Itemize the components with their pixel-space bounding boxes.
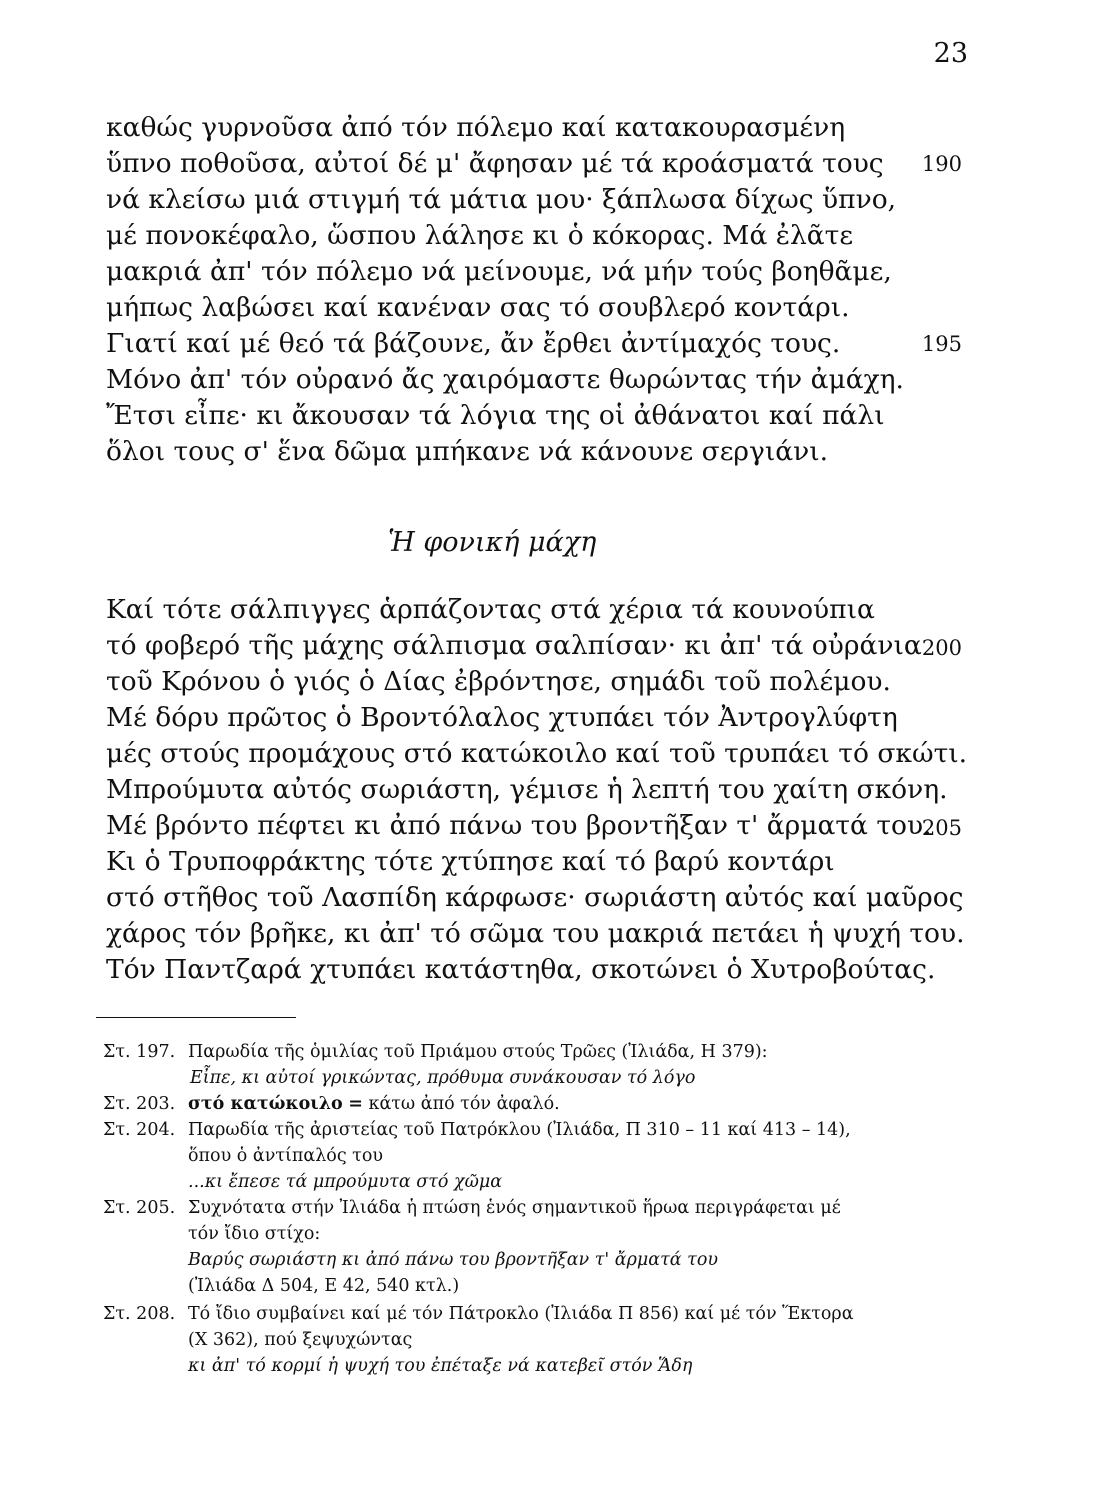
note-text-197: Παρωδία τῆς ὁμιλίας τοῦ Πριάμου στούς Τρῶες (Ἰλιάδα, Η 379): [188,1042,768,1062]
note-label-205: Στ. 205. [103,1198,176,1218]
line-number-205: 205 [921,816,962,840]
footnote-rule [96,1017,296,1018]
verse-line: μές στούς προμάχους στό κατώκοιλο καί τοῦ τρυπάει τό σκώτι. [106,738,968,769]
verse-line: νά κλείσω μιά στιγμή τά μάτια μου· ξάπλωσα δίχως ὕπνο, [106,184,897,215]
verse-line: Τόν Παντζαρά χτυπάει κατάστηθα, σκοτώνει ὁ Χυτροβούτας. [106,954,936,985]
verse-line: στό στῆθος τοῦ Λασπίδη κάρφωσε· σωριάστη αὐτός καί μαῦρος [106,882,964,913]
note-term: στό κατώκοιλο [188,1094,343,1114]
verse-line: τό φοβερό τῆς μάχης σάλπισμα σαλπίσαν· κι ἀπ' τά οὐράνια [106,630,922,661]
line-number-195: 195 [921,332,962,356]
note-text-203 [188,1092,560,1116]
page-number: 23 [933,38,968,69]
note-text-205: Συχνότατα στήν Ἰλιάδα ἡ πτώση ἑνός σημαντικοῦ ἥρωα περιγράφεται μέ [188,1198,841,1218]
verse-line: μακριά ἀπ' τόν πόλεμο νά μείνουμε, νά μήν τούς βοηθᾶμε, [106,256,892,287]
verse-line: Μέ δόρυ πρῶτος ὁ Βροντόλαλος χτυπάει τόν Ἀντρογλύφτη [106,702,898,733]
note-text-208: Τό ἴδιο συμβαίνει καί μέ τόν Πάτροκλο (Ἰλιάδα Π 856) καί μέ τόν Ἕκτορα [188,1304,854,1324]
note-label-204: Στ. 204. [103,1120,176,1140]
note-quote-204: ...κι ἔπεσε τά μπρούμυτα στό χῶμα [188,1172,503,1192]
verse-line: χάρος τόν βρῆκε, κι ἀπ' τό σῶμα του μακριά πετάει ἡ ψυχή του. [106,918,965,949]
note-quote-208: κι ἀπ' τό κορμί ἡ ψυχή του ἐπέταξε νά κατεβεῖ στόν Ἅδη [188,1356,693,1376]
note-label-208: Στ. 208. [103,1304,176,1324]
verse-line: Μόνο ἀπ' τόν οὐρανό ἄς χαιρόμαστε θωρώντας τήν ἀμάχη. [106,364,904,395]
note-label-197: Στ. 197. [103,1042,176,1062]
line-number-200: 200 [921,636,962,660]
verse-line: Ἔτσι εἶπε· κι ἄκουσαν τά λόγια της οἱ ἀθάνατοι καί πάλι [106,400,885,431]
verse-line: καθώς γυρνοῦσα ἀπό τόν πόλεμο καί κατακουρασμένη [106,112,846,143]
verse-line: ὅλοι τους σ' ἕνα δῶμα μπήκανε νά κάνουνε σεργιάνι. [106,436,829,467]
note-label-203: Στ. 203. [103,1094,176,1114]
verse-line: Κι ὁ Τρυποφράκτης τότε χτύπησε καί τό βαρύ κοντάρι [106,846,835,877]
verse-line: Γιατί καί μέ θεό τά βάζουνε, ἄν ἔρθει ἀντίμαχός τους. [106,328,841,359]
section-title: Ἡ φονική μάχη [388,527,597,558]
line-number-190: 190 [921,152,962,176]
verse-line: Μπρούμυτα αὐτός σωριάστη, γέμισε ἡ λεπτή του χαίτη σκόνη. [106,774,948,805]
note-text2-204: ὅπου ὁ ἀντίπαλός του [188,1146,384,1166]
note-text-204: Παρωδία τῆς ἀριστείας τοῦ Πατρόκλου (Ἰλιάδα, Π 310 – 11 καί 413 – 14), [188,1120,851,1140]
note-text2-208: (Χ 362), πού ξεψυχώντας [188,1330,413,1350]
note-definition: κάτω ἀπό τόν ἀφαλό. [368,1094,560,1114]
verse-line: μέ πονοκέφαλο, ὥσπου λάλησε κι ὁ κόκορας. Μά ἐλᾶτε [106,220,854,251]
verse-line: μήπως λαβώσει καί κανέναν σας τό σουβλερό κοντάρι. [106,292,850,323]
verse-line: τοῦ Κρόνου ὁ γιός ὁ Δίας ἐβρόντησε, σημάδι τοῦ πολέμου. [106,666,891,697]
note-quote-205: Βαρύς σωριάστη κι ἀπό πάνω του βροντῆξαν τ' ἄρματά του [188,1250,719,1270]
verse-line: Καί τότε σάλπιγγες ἁρπάζοντας στά χέρια τά κουνούπια [106,594,875,625]
verse-line: ὕπνο ποθοῦσα, αὐτοί δέ μ' ἄφησαν μέ τά κροάσματά τους [106,148,884,179]
verse-line: Μέ βρόντο πέφτει κι ἀπό πάνω του βροντῆξαν τ' ἄρματά του. [106,810,932,841]
note-text2-205: τόν ἴδιο στίχο: [188,1224,321,1244]
note-text3-205: (Ἰλιάδα Δ 504, Ε 42, 540 κτλ.) [188,1276,460,1296]
note-equals: = [348,1094,363,1114]
note-quote-197: Εἶπε, κι αὐτοί γρικώντας, πρόθυμα συνάκουσαν τό λόγο [190,1068,696,1088]
